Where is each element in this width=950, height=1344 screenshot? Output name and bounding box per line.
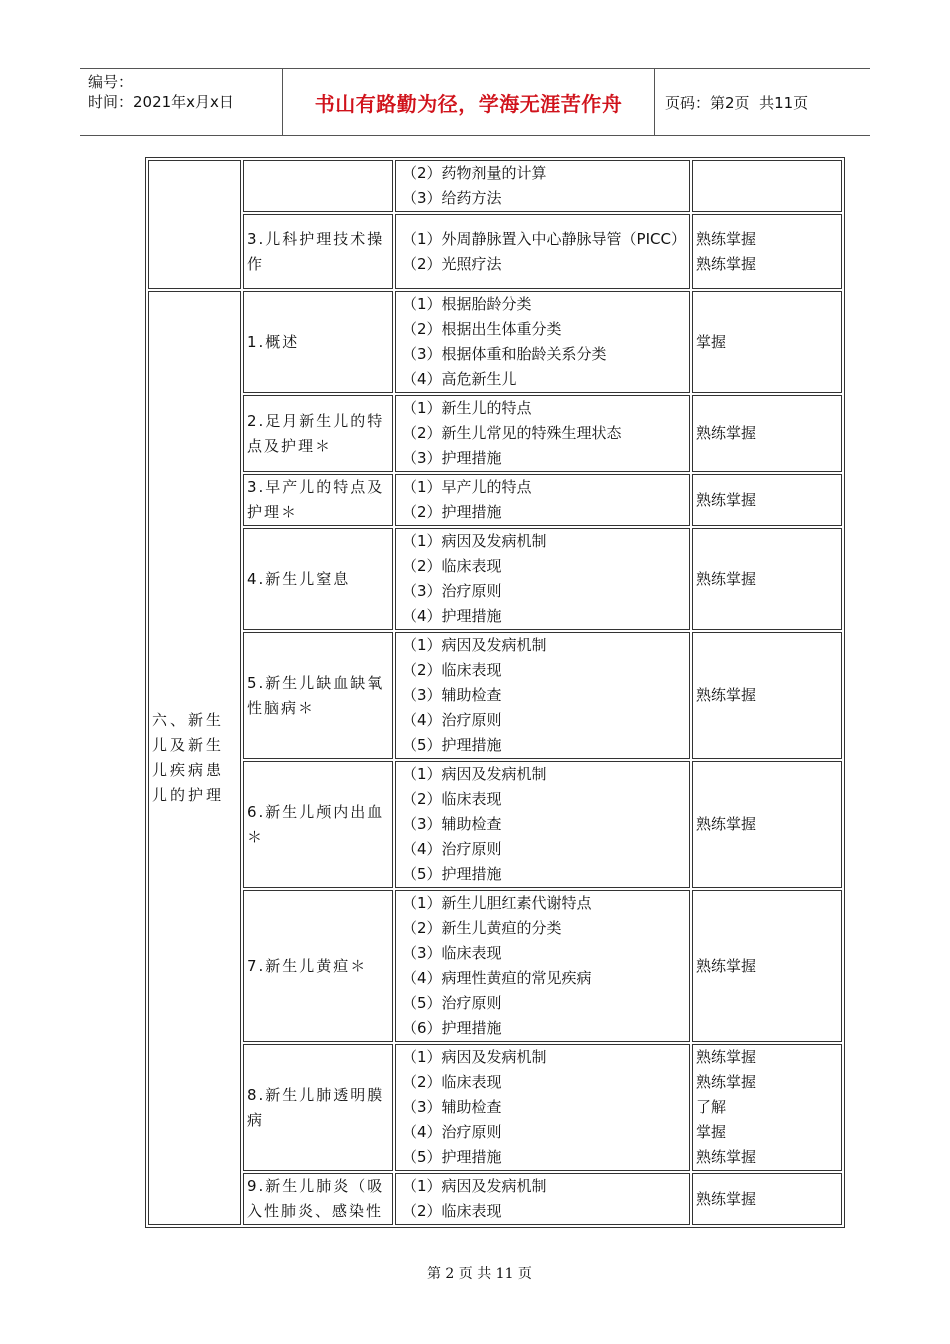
table-row <box>148 761 842 888</box>
items-cell <box>395 474 690 526</box>
item-text: （1）病因及发病机制 <box>402 1048 547 1066</box>
page-footer <box>0 1247 950 1283</box>
items-cell <box>395 1173 690 1225</box>
topic-text: 5.新生儿缺血缺氧性脑病＊ <box>247 673 385 717</box>
item-text: （2）新生儿常见的特殊生理状态 <box>402 424 622 442</box>
item-text: （1）根据胎龄分类 <box>402 295 532 313</box>
items-cell <box>395 395 690 472</box>
level-cell <box>692 761 842 888</box>
level-text: 了解 <box>695 1098 726 1116</box>
topic-text: 2.足月新生儿的特点及护理＊ <box>247 411 385 455</box>
level-cell <box>692 1044 842 1171</box>
item-text: （1）病因及发病机制 <box>402 1177 547 1195</box>
level-text: 熟练掌握 <box>695 1148 756 1166</box>
table-row <box>148 214 842 289</box>
items-cell <box>395 291 690 393</box>
level-text: 熟练掌握 <box>695 1073 756 1091</box>
topic-cell <box>243 528 393 630</box>
table-row <box>148 890 842 1042</box>
level-text: 熟练掌握 <box>695 686 756 704</box>
topic-cell <box>243 291 393 393</box>
table-row <box>148 291 842 393</box>
item-text: （1）病因及发病机制 <box>402 765 547 783</box>
level-cell <box>692 890 842 1042</box>
topic-cell <box>243 395 393 472</box>
item-text: （2）临床表现 <box>402 790 502 808</box>
item-text: （3）给药方法 <box>402 189 502 207</box>
header-meta <box>80 69 282 135</box>
table-row <box>148 474 842 526</box>
item-text: （2）临床表现 <box>402 661 502 679</box>
item-text: （3）辅助检查 <box>402 1098 502 1116</box>
topic-cell <box>243 474 393 526</box>
table-row <box>148 1173 842 1225</box>
level-text: 掌握 <box>695 1123 726 1141</box>
section-title: 六、新生儿及新生儿疾病患儿的护理 <box>152 711 225 804</box>
topic-text: 3.儿科护理技术操作 <box>247 229 385 273</box>
item-text: （4）治疗原则 <box>402 711 502 729</box>
item-text: （1）病因及发病机制 <box>402 532 547 550</box>
level-text: 熟练掌握 <box>695 815 756 833</box>
page-header <box>80 68 870 136</box>
item-text: （2）临床表现 <box>402 1073 502 1091</box>
level-text: 熟练掌握 <box>695 424 756 442</box>
header-motto <box>282 69 655 135</box>
item-text: （3）护理措施 <box>402 449 502 467</box>
item-text: （1）新生儿胆红素代谢特点 <box>402 894 592 912</box>
footer-page-number: 第 2 页 共 11 页 <box>426 1266 532 1282</box>
level-text: 熟练掌握 <box>695 490 756 509</box>
topic-text: 7.新生儿黄疸＊ <box>247 956 368 975</box>
level-cell <box>692 474 842 526</box>
item-text: （5）治疗原则 <box>402 994 502 1012</box>
item-text: （4）治疗原则 <box>402 840 502 858</box>
level-text: 熟练掌握 <box>695 1189 756 1208</box>
items-cell <box>395 160 690 212</box>
level-cell <box>692 291 842 393</box>
topic-cell <box>243 1173 393 1225</box>
item-text: （2）光照疗法 <box>402 254 502 273</box>
document-number-label: 编号： <box>88 73 134 91</box>
level-cell <box>692 214 842 289</box>
item-text: （1）新生儿的特点 <box>402 399 532 417</box>
level-cell <box>692 1173 842 1225</box>
table-row <box>148 395 842 472</box>
item-text: （4）治疗原则 <box>402 1123 502 1141</box>
item-text: （3）临床表现 <box>402 944 502 962</box>
level-text: 熟练掌握 <box>695 229 756 248</box>
item-text: （3）根据体重和胎龄关系分类 <box>402 345 607 363</box>
items-cell <box>395 1044 690 1171</box>
level-cell <box>692 632 842 759</box>
item-text: （4）高危新生儿 <box>402 370 517 388</box>
motto-text: 书山有路勤为径，学海无涯苦作舟 <box>314 91 623 116</box>
item-text: （2）药物剂量的计算 <box>402 164 547 182</box>
item-text: （2）临床表现 <box>402 557 502 575</box>
document-date: 时间：2021年x月x日 <box>88 93 234 111</box>
topic-text: 8.新生儿肺透明膜病 <box>247 1085 385 1129</box>
item-text: （3）辅助检查 <box>402 815 502 833</box>
item-text: （4）病理性黄疸的常见疾病 <box>402 969 592 987</box>
topic-cell <box>243 761 393 888</box>
item-text: （2）根据出生体重分类 <box>402 320 562 338</box>
item-text: （1）病因及发病机制 <box>402 636 547 654</box>
level-text: 熟练掌握 <box>695 254 756 273</box>
item-text: （5）护理措施 <box>402 736 502 754</box>
items-cell <box>395 528 690 630</box>
item-text: （2）护理措施 <box>402 503 502 521</box>
topic-cell <box>243 1044 393 1171</box>
topic-cell <box>243 160 393 212</box>
syllabus-table-body <box>148 160 842 1225</box>
item-text: （6）护理措施 <box>402 1019 502 1037</box>
level-text: 熟练掌握 <box>695 1048 756 1066</box>
topic-text: 9.新生儿肺炎（吸入性肺炎、感染性 <box>247 1177 385 1220</box>
item-text: （1）早产儿的特点 <box>402 478 532 496</box>
level-cell <box>692 395 842 472</box>
items-cell <box>395 761 690 888</box>
item-text: （3）治疗原则 <box>402 582 502 600</box>
item-text: （3）辅助检查 <box>402 686 502 704</box>
topic-text: 6.新生儿颅内出血＊ <box>247 802 385 846</box>
table-row <box>148 160 842 212</box>
section-title-cell <box>148 291 241 1225</box>
item-text: （5）护理措施 <box>402 1148 502 1166</box>
topic-cell <box>243 632 393 759</box>
topic-cell <box>243 214 393 289</box>
item-text: （4）护理措施 <box>402 607 502 625</box>
table-row <box>148 1044 842 1171</box>
items-cell <box>395 632 690 759</box>
level-cell <box>692 528 842 630</box>
level-text: 掌握 <box>695 332 726 351</box>
table-row <box>148 632 842 759</box>
topic-text: 3.早产儿的特点及护理＊ <box>247 478 385 521</box>
item-text: （2）新生儿黄疸的分类 <box>402 919 562 937</box>
items-cell <box>395 214 690 289</box>
topic-cell <box>243 890 393 1042</box>
topic-text: 1.概述 <box>247 332 300 351</box>
level-cell <box>692 160 842 212</box>
section-cell-continued <box>148 160 241 289</box>
items-cell <box>395 890 690 1042</box>
topic-text: 4.新生儿窒息 <box>247 569 351 588</box>
level-text: 熟练掌握 <box>695 956 756 975</box>
level-text: 熟练掌握 <box>695 569 756 588</box>
header-page-info <box>655 69 870 135</box>
item-text: （5）护理措施 <box>402 865 502 883</box>
table-row <box>148 528 842 630</box>
item-text: （1）外周静脉置入中心静脉导管（PICC） <box>402 229 686 248</box>
page-info-text: 页码：第2页 共11页 <box>665 93 809 112</box>
item-text: （2）临床表现 <box>402 1202 502 1220</box>
syllabus-table <box>145 157 845 1228</box>
